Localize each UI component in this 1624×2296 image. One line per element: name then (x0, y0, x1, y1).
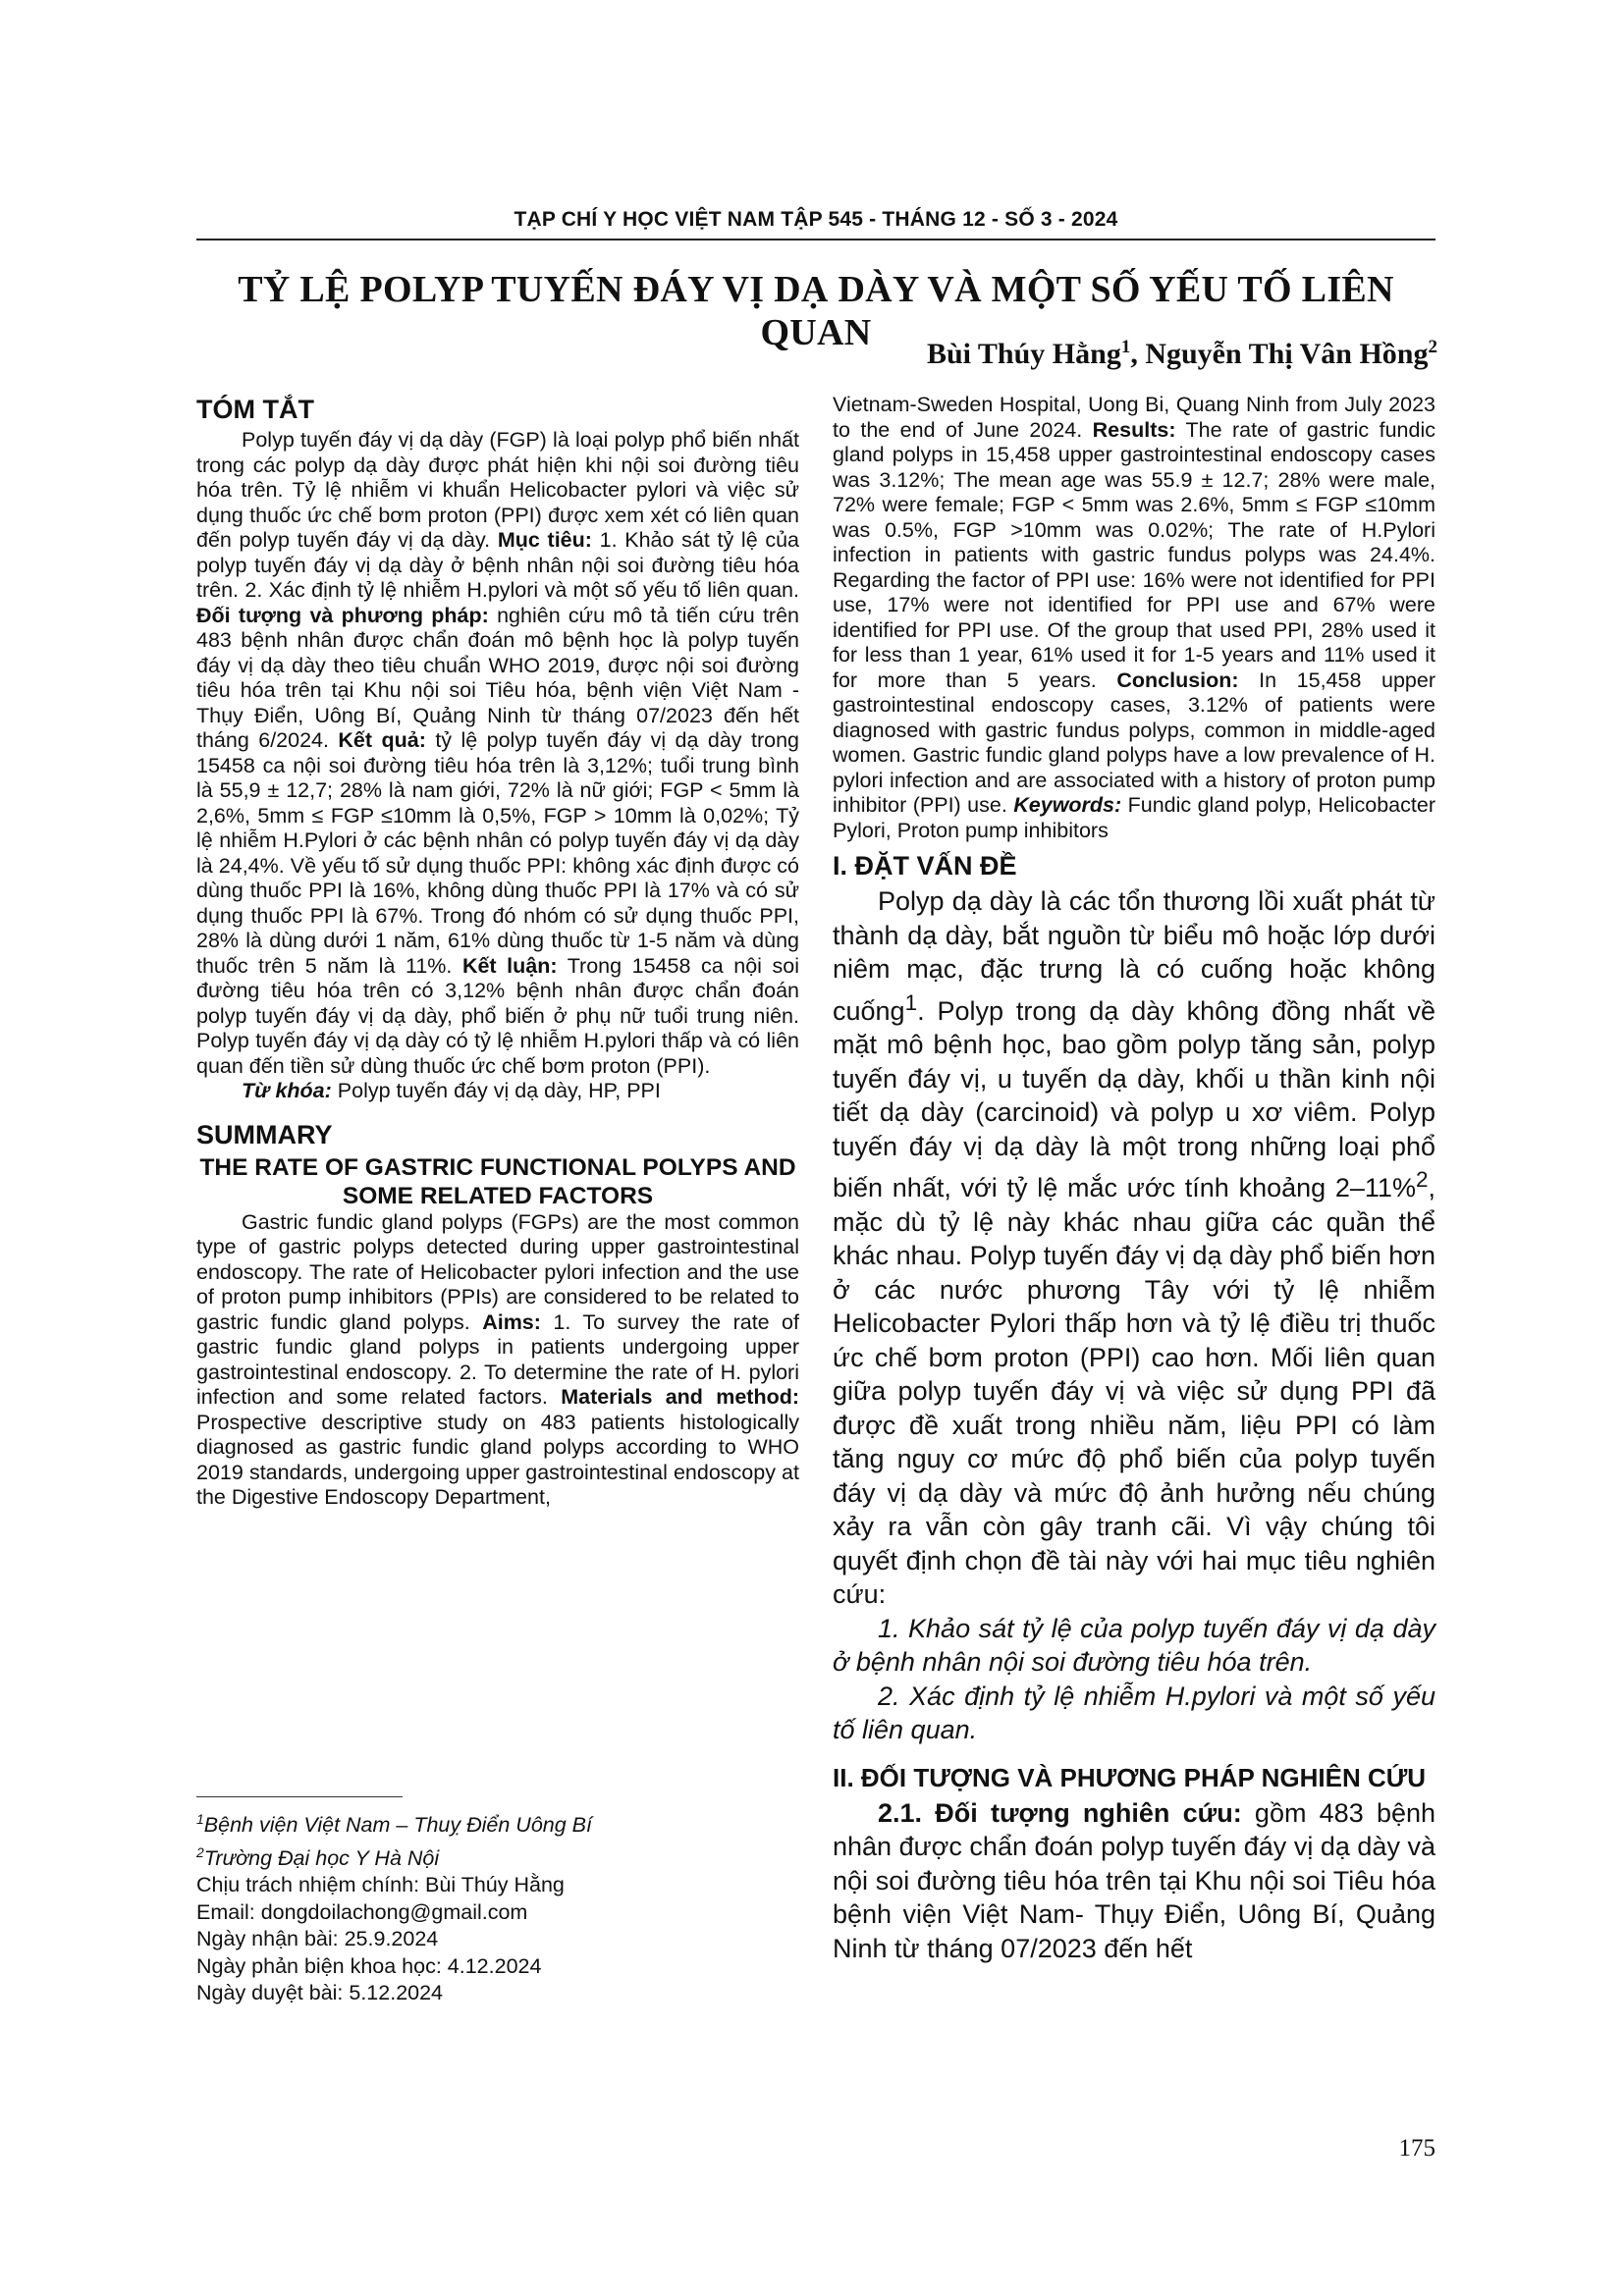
author-separator: , (1130, 338, 1146, 370)
received-date: Ngày nhận bài: 25.9.2024 (196, 1927, 439, 1951)
ket-luan-label: Kết luận: (461, 953, 558, 978)
journal-header: TẠP CHÍ Y HỌC VIỆT NAM TẬP 545 - THÁNG 12 - SỐ 3 - 2024 (514, 208, 1118, 231)
ket-qua-text: tỷ lệ polyp tuyến đáy vị dạ dày trong 15458 ca nội soi đường tiêu hóa trên là 3,12%; tuổi trung bình là 55,9 ± 12,7; 28% là nam giới, 72% là nữ giới; FGP < 5mm là 2,6%, 5mm ≤ FGP ≤10mm là 0,5%, FGP > 10mm là 0,02%; Tỷ lệ nhiễm H.Pylori ở các bệnh nhân có polyp tuyến đáy vị dạ dày là 24,4%. Về yếu tố sử dụng thuốc PPI: không xác định được có dùng thuốc PPI là 16%, không dùng thuốc PPI là 17% và có sử dụng thuốc PPI là 67%. Trong đó nhóm có sử dụng thuốc PPI, 28% là dùng dưới 1 năm, 61% dùng thuốc từ 1-5 năm và dùng thuốc trên 5 năm là 11%. (196, 728, 799, 978)
responsible-author: Chịu trách nhiệm chính: Bùi Thúy Hằng (196, 1873, 565, 1897)
contact-email: Email: dongdoilachong@gmail.com (196, 1899, 528, 1924)
accepted-date: Ngày duyệt bài: 5.12.2024 (196, 1981, 444, 2005)
conclusion-text: In 15,458 upper gastrointestinal endoscopy cases, 3.12% of patients were diagnosed with gastric fundus polyps, common in middle-aged women. Gastric fundic gland polyps have a low prevalence of H. pylori infection and are associated with a history of proton pump inhibitor (PPI) use. (833, 667, 1435, 817)
doi-tuong-label: Đối tượng và phương pháp: (196, 603, 489, 627)
tu-khoa-text: Polyp tuyến đáy vị dạ dày, HP, PPI (337, 1079, 661, 1102)
methods-text-a: Prospective descriptive study on 483 patients histologically diagnosed as gastric fundic gland polyps according to WHO 2019 standards, undergoing upper gastrointestinal endoscopy at the Digestive Endoscopy Department, (196, 1410, 799, 1509)
footnote-rule (196, 1796, 403, 1797)
citation-2: 2 (1415, 1167, 1429, 1192)
aims-text: 1. To survey the rate of gastric fundic gland polyps in patients undergoing upper gastrointestinal endoscopy. 2. To determine the rate of H. pylori infection and some related factors. (196, 1309, 799, 1409)
ket-luan-text: Trong 15458 ca nội soi đường tiêu hóa trên có 3,12% bệnh nhân được chẩn đoán polyp tuyến đáy vị dạ dày, phổ biến ở phụ nữ tuổi trung niên. Polyp tuyến đáy vị dạ dày có tỷ lệ nhiễm H.pylori thấp và có liên quan đến tiền sử dùng thuốc ức chế bơm proton (PPI). (196, 953, 799, 1078)
results-text: The rate of gastric fundic gland polyps in 15,458 upper gastrointestinal endoscopy cases was 3.12%; The mean age was 55.9 ± 12.7; 28% were male, 72% were female; FGP < 5mm was 2.6%, 5mm ≤ FGP ≤10mm was 0.5%, FGP >10mm was 0.02%; The rate of H.Pylori infection in patients with gastric fundus polyps was 24.4%. Regarding the factor of PPI use: 16% were not identified for PPI use, 17% were not identified for PPI use and 67% were identified for PPI use. Of the group that used PPI, 28% used it for less than 1 year, 61% used it for 1-5 years and 11% used it for more than 5 years. (833, 417, 1435, 692)
abstract-en-heading: SUMMARY (196, 1119, 333, 1149)
affiliation-2 (196, 1840, 799, 1873)
section-1-heading: I. ĐẶT VẤN ĐỀ (833, 851, 1017, 881)
citation-1: 1 (904, 989, 918, 1015)
section-1-paragraph (833, 884, 1435, 1612)
muc-tieu-label: Mục tiêu: (497, 528, 592, 552)
methods-text-b: Vietnam-Sweden Hospital, Uong Bi, Quang Ninh from July 2023 to the end of June 2024. (833, 393, 1435, 442)
objective-1: 1. Khảo sát tỷ lệ của polyp tuyến đáy vị dạ dày ở bệnh nhân nội soi đường tiêu hóa trên. (833, 1613, 1435, 1677)
affiliation-1-text: Bệnh viện Việt Nam – Thuỵ Điển Uông Bí (203, 1813, 592, 1838)
right-column (833, 393, 1435, 1965)
section-2-heading: II. ĐỐI TƯỢNG VÀ PHƯƠNG PHÁP NGHIÊN CỨU (833, 1762, 1427, 1792)
abstract-en-intro: Gastric fundic gland polyps (FGPs) are the most common type of gastric polyps detected during upper gastrointestinal endoscopy. The rate of Helicobacter pylori infection and the use of proton pump inhibitors (PPIs) are considered to be related to gastric fundic gland polyps. (196, 1209, 799, 1334)
abstract-en-continued (833, 393, 1435, 843)
page-number: 175 (1398, 2135, 1435, 2162)
subsection-2-1-label: 2.1. Đối tượng nghiên cứu: (878, 1797, 1242, 1828)
section-1 (833, 849, 1435, 1965)
author-line (927, 337, 1437, 371)
footnotes (196, 1806, 799, 2007)
affiliation-2-text: Trường Đại học Y Hà Nội (203, 1845, 440, 1870)
abstract-vi-text (196, 428, 799, 1079)
affiliation-1 (196, 1806, 799, 1840)
header-rule (196, 239, 1435, 240)
muc-tieu-text: 1. Khảo sát tỷ lệ của polyp tuyến đáy vị dạ dày ở bệnh nhân nội soi đường tiêu hóa trên. 2. Xác định tỷ lệ nhiễm H.pylori và một số yếu tố liên quan. (196, 528, 800, 602)
author-1-affiliation: 1 (1120, 337, 1131, 357)
abstract-vi-intro: Polyp tuyến đáy vị dạ dày (FGP) là loại polyp phổ biến nhất trong các polyp dạ dày được phát hiện khi nội soi đường tiêu hóa trên. Tỷ lệ nhiễm vi khuẩn Helicobacter pylori và việc sử dụng thuốc ức chế bơm proton (PPI) được xem xét có liên quan đến polyp tuyến đáy vị dạ dày. (196, 428, 799, 552)
keywords-text: Fundic gland polyp, Helicobacter Pylori, Proton pump inhibitors (833, 793, 1435, 842)
results-label: Results: (1092, 417, 1176, 442)
methods-label: Materials and method: (561, 1385, 799, 1409)
author-2-affiliation: 2 (1428, 337, 1437, 357)
conclusion-label: Conclusion: (1116, 667, 1239, 692)
section-1-text-c: , mặc dù tỷ lệ này khác nhau giữa các quần thể khác nhau. Polyp tuyến đáy vị dạ dày phổ biến hơn ở các nước phương Tây với tỷ lệ nhiễm Helicobacter Pylori thấp hơn và tỷ lệ điều trị thuốc ức chế bơm proton (PPI) cao hơn. Mối liên quan giữa polyp tuyến đáy vị và việc sử dụng PPI đã được đề xuất trong nhiều năm, liệu PPI có làm tăng nguy cơ mức độ phổ biến của polyp tuyến đáy vị dạ dày và mức độ ảnh hưởng nếu chúng xảy ra vẫn còn gây tranh cãi. Vì vậy chúng tôi quyết định chọn đề tài này với hai mục tiêu nghiên cứu: (833, 1173, 1435, 1609)
doi-tuong-text: nghiên cứu mô tả tiến cứu trên 483 bệnh nhân được chẩn đoán mô bệnh học là polyp tuyến đáy vị dạ dày theo tiêu chuẩn WHO 2019, được nội soi đường tiêu hóa trên tại Khu nội soi Tiêu hóa, bệnh viện Việt Nam - Thụy Điển, Uông Bí, Quảng Ninh từ tháng 07/2023 đến hết tháng 6/2024. (196, 603, 799, 752)
subsection-2-1-text: gồm 483 bệnh nhân được chẩn đoán polyp tuyến đáy vị dạ dày và nội soi đường tiêu hóa trên tại Khu nội soi Tiêu hóa bệnh viện Việt Nam- Thụy Điển, Uông Bí, Quảng Ninh từ tháng 07/2023 đến hết (833, 1797, 1436, 1963)
abstract-en-title: THE RATE OF GASTRIC FUNCTIONAL POLYPS AND SOME RELATED FACTORS (199, 1153, 796, 1209)
author-2: Nguyễn Thị Vân Hồng (1145, 338, 1429, 370)
article-title: TỶ LỆ POLYP TUYẾN ĐÁY VỊ DẠ DÀY VÀ MỘT SỐ YẾU TỐ LIÊN QUAN (238, 269, 1394, 353)
section-1-text-b: . Polyp trong dạ dày không đồng nhất về mặt mô bệnh học, bao gồm polyp tăng sản, polyp tuyến đáy vị, u tuyến dạ dày, khối u thần kinh nội tiết dạ dày (carcinoid) và polyp u xơ viêm. Polyp tuyến đáy vị dạ dày là một trong những loại phổ biến nhất, với tỷ lệ mắc ước tính khoảng 2–11% (833, 995, 1435, 1202)
objective-2: 2. Xác định tỷ lệ nhiễm H.pylori và một số yếu tố liên quan. (833, 1681, 1435, 1744)
reviewed-date: Ngày phản biện khoa học: 4.12.2024 (196, 1953, 542, 1978)
abstract-en-text (196, 1210, 799, 1511)
section-2-paragraph (833, 1796, 1435, 1966)
spacer (196, 1104, 799, 1118)
abstract-vi-heading: TÓM TẮT (196, 395, 314, 424)
ket-qua-label: Kết quả: (338, 728, 426, 752)
tu-khoa-label: Từ khóa: (242, 1079, 332, 1102)
keywords-label: Keywords: (1013, 793, 1122, 817)
section-1-text-a: Polyp dạ dày là các tổn thương lồi xuất phát từ thành dạ dày, bắt nguồn từ biểu mô hoặc lớp dưới niêm mạc, đặc trưng là có cuống hoặc không cuống (833, 886, 1435, 1026)
affiliation-1-marker: 1 (196, 1811, 204, 1827)
author-1: Bùi Thúy Hằng (926, 338, 1121, 370)
aims-label: Aims: (482, 1309, 541, 1334)
affiliation-2-marker: 2 (196, 1843, 204, 1860)
left-column (196, 393, 799, 1511)
abstract-vi-keywords (196, 1079, 799, 1104)
spacer (833, 1747, 1435, 1761)
